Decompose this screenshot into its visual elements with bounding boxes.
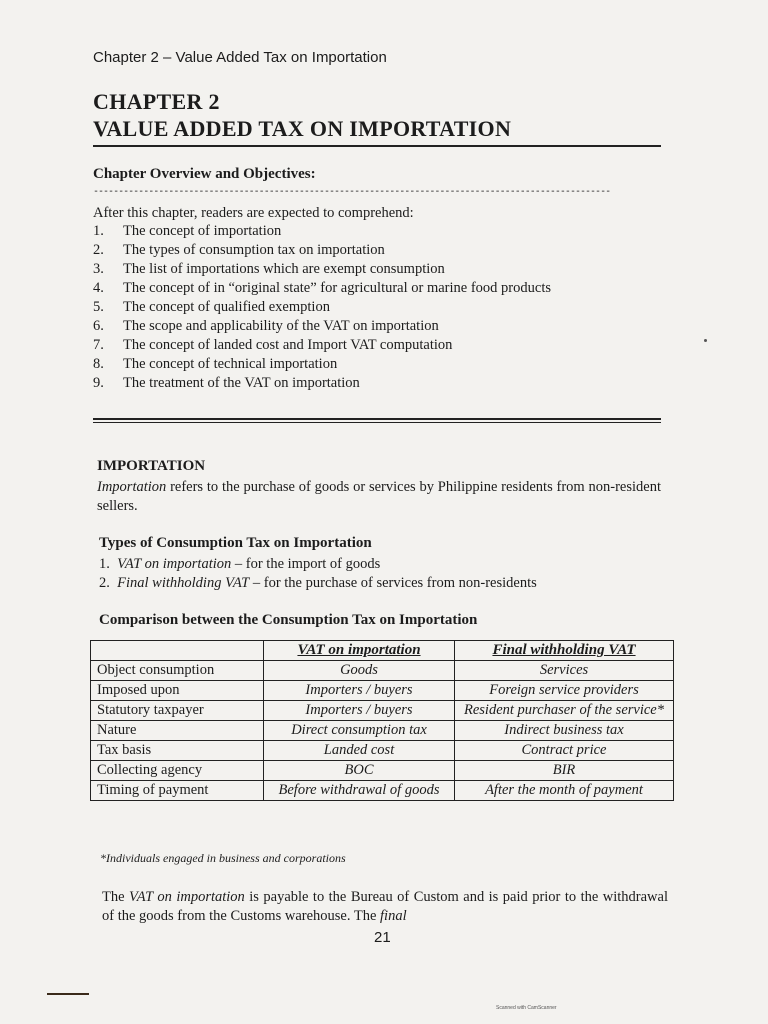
table-cell: Goods — [264, 661, 455, 681]
importation-definition: Importation refers to the purchase of goods or services by Philippine residents from non-resident sellers. — [97, 479, 661, 514]
overview-rule — [93, 418, 661, 420]
table-cell: After the month of payment — [455, 781, 674, 801]
table-header-row — [91, 641, 674, 661]
table-cell: Foreign service providers — [455, 681, 674, 701]
table-row — [91, 781, 674, 801]
list-item: 8. The concept of technical importation — [93, 356, 338, 372]
row-label: Imposed upon — [91, 681, 264, 701]
list-item: 7. The concept of landed cost and Import VAT computation — [93, 337, 453, 353]
scanner-watermark: Scanned with CamScanner — [496, 1005, 557, 1011]
table-cell: Direct consumption tax — [264, 721, 455, 741]
list-item: 4. The concept of in “original state” for agricultural or marine food products — [93, 280, 551, 296]
objectives-list — [93, 222, 663, 393]
table-row — [91, 681, 674, 701]
row-label: Timing of payment — [91, 781, 264, 801]
list-item: 2. The types of consumption tax on importation — [93, 242, 385, 258]
chapter-title — [93, 88, 511, 142]
table-cell: Indirect business tax — [455, 721, 674, 741]
list-item: 1. The concept of importation — [93, 223, 282, 239]
column-header: Final withholding VAT — [455, 641, 674, 661]
table-row — [91, 721, 674, 741]
scan-edge-mark — [47, 993, 89, 995]
table-cell: Importers / buyers — [264, 701, 455, 721]
table-row — [91, 661, 674, 681]
dashed-divider: ------------------------------------------------------------------------------------------------------- — [93, 186, 611, 197]
list-item: 2. Final withholding VAT – for the purchase of services from non-residents — [99, 575, 537, 591]
table-cell: BIR — [455, 761, 674, 781]
table-cell: Landed cost — [264, 741, 455, 761]
comparison-table — [90, 640, 674, 801]
table-footnote: *Individuals engaged in business and corporations — [100, 851, 346, 865]
types-heading: Types of Consumption Tax on Importation — [99, 535, 372, 551]
scan-speck — [704, 339, 707, 342]
running-head: Chapter 2 – Value Added Tax on Importation — [93, 49, 387, 66]
table-cell: BOC — [264, 761, 455, 781]
row-label: Object consumption — [91, 661, 264, 681]
table-cell: Importers / buyers — [264, 681, 455, 701]
list-item: 9. The treatment of the VAT on importation — [93, 375, 360, 391]
importation-heading: IMPORTATION — [97, 458, 206, 474]
overview-rule-thin — [93, 422, 661, 423]
row-label: Collecting agency — [91, 761, 264, 781]
list-item: 1. VAT on importation – for the import of goods — [99, 556, 381, 572]
column-header: VAT on importation — [264, 641, 455, 661]
row-label: Tax basis — [91, 741, 264, 761]
column-header — [91, 641, 264, 661]
closing-paragraph: The VAT on importation is payable to the Bureau of Custom and is paid prior to the withdrawal of the goods from the Customs warehouse. The final — [102, 889, 668, 924]
table-cell: Services — [455, 661, 674, 681]
list-item: 3. The list of importations which are exempt consumption — [93, 261, 445, 277]
table-cell: Before withdrawal of goods — [264, 781, 455, 801]
table-row — [91, 761, 674, 781]
row-label: Nature — [91, 721, 264, 741]
chapter-name: VALUE ADDED TAX ON IMPORTATION — [93, 116, 512, 141]
title-rule — [93, 145, 661, 147]
page-number: 21 — [374, 929, 391, 946]
overview-heading: Chapter Overview and Objectives: — [93, 166, 316, 182]
table-cell: Contract price — [455, 741, 674, 761]
overview-intro: After this chapter, readers are expected to comprehend: — [93, 205, 414, 221]
list-item: 6. The scope and applicability of the VAT on importation — [93, 318, 439, 334]
table-cell: Resident purchaser of the service* — [455, 701, 674, 721]
types-list — [99, 555, 669, 593]
table-row — [91, 701, 674, 721]
table-row — [91, 741, 674, 761]
chapter-number: CHAPTER 2 — [93, 89, 220, 114]
comparison-heading: Comparison between the Consumption Tax on Importation — [99, 612, 478, 628]
row-label: Statutory taxpayer — [91, 701, 264, 721]
list-item: 5. The concept of qualified exemption — [93, 299, 330, 315]
